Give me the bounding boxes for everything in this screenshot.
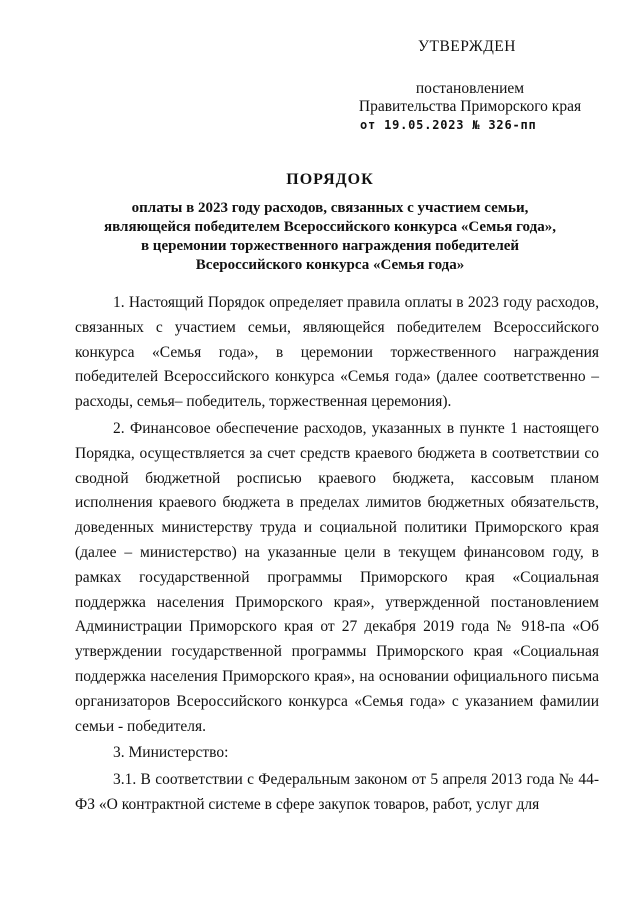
approval-block [350,38,590,134]
paragraph-1: 1. Настоящий Порядок определяет правила оплаты в 2023 году расходов, связанных с участием семьи, являющейся победителем Всероссийского конкурса «Семья года», в церемонии торжественного награждения победителей Всероссийского конкурса «Семья года» (далее соответственно – расходы, семья– победитель, торжественная церемония). [75,294,599,411]
title-line-1: оплаты в 2023 году расходов, связанных с участием семьи, [131,200,529,216]
document-body [75,291,599,820]
approved-heading: УТВЕРЖДЕН [418,38,516,55]
title-line-2: являющейся победителем Всероссийского конкурса «Семья года», [104,219,556,235]
document-title [60,170,600,275]
paragraph-3: 3. Министерство: [113,744,229,762]
title-line-4: Всероссийского конкурса «Семья года» [195,257,465,273]
approval-date-number: от 19.05.2023 № 326-пп [360,118,537,132]
approval-authority: Правительства Приморского края [358,98,582,115]
paragraph-3-1: 3.1. В соответствии с Федеральным законом от 5 апреля 2013 года № 44-ФЗ «О контрактной системе в сфере закупок товаров, работ, услуг для [75,771,599,813]
title-main: ПОРЯДОК [286,171,374,188]
paragraph-2: 2. Финансовое обеспечение расходов, указанных в пункте 1 настоящего Порядка, осуществляется за счет средств краевого бюджета в соответствии со сводной бюджетной росписью краевого бюджета, кассовым планом исполнения краевого бюджета в пределах лимитов бюджетных обязательств, доведенных министерству труда и социальной политики Приморского края (далее – министерство) на указанные цели в текущем финансовом году, в рамках государственной программы Приморского края «Социальная поддержка населения Приморского края», утвержденной постановлением Администрации Приморского края от 27 декабря 2019 года № 918-па «Об утверждении государственной программы Приморского края «Социальная поддержка населения Приморского края», на основании официального письма организаторов Всероссийского конкурса «Семья года» с указанием фамилии семьи - победителя. [75,419,599,735]
title-line-3: в церемонии торжественного награждения победителей [140,238,520,254]
approval-by: постановлением [415,80,525,97]
